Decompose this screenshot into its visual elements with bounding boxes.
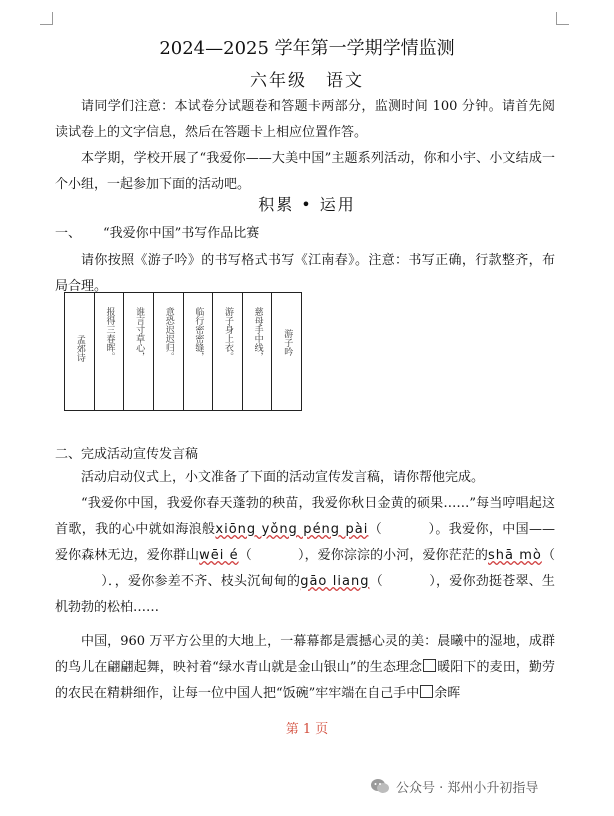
punctuation-box[interactable] (423, 659, 436, 672)
question-title: “我爱你中国”书写作品比赛 (103, 226, 260, 241)
exam-notice: 请同学们注意：本试卷分试题卷和答题卡两部分，监测时间 100 分钟。请首先阅读试卷上的文字信息，然后在答题卡上相应位置作答。 (55, 99, 555, 140)
poem-line: 孟郊诗 (74, 335, 85, 362)
page-subtitle: 六年级 语文 (250, 71, 364, 91)
pinyin-prompt: wēi é (199, 548, 239, 563)
speech-text: ．，爱你参差不齐、枝头沉甸甸的 (108, 574, 301, 589)
grid-column (65, 293, 94, 410)
poem-line: 游子身上衣。 (222, 307, 233, 361)
grid-column (242, 293, 272, 410)
paragraph-text: 余晖 (434, 686, 461, 701)
speech-text: ，爱你劲挺苍翠、生机勃勃的松柏…… (55, 574, 555, 615)
page-corner-mark (556, 12, 569, 25)
activity-intro: 本学期，学校开展了“我爱你——大美中国”主题系列活动，你和小宇、小文结成一个小组，一起参加下面的活动吧。 (55, 151, 555, 192)
wechat-icon (370, 776, 390, 796)
speech-text: 。我爱你，中国——爱你森林无边，爱你群山 (55, 522, 555, 563)
grid-column (212, 293, 242, 410)
grid-column (123, 293, 153, 410)
watermark-text: 公众号 · 郑州小升初指导 (396, 780, 539, 796)
section-title: 积累 • 运用 (258, 195, 356, 214)
pinyin-prompt: xiōng yǒng péng pài (215, 522, 369, 537)
poem-line: 报得三春晖。 (104, 307, 115, 361)
speech-paragraph: “我爱你中国，我爱你春天蓬勃的秧苗，我爱你秋日金黄的硕果……”每当哼唱起这首歌，我的心中就如海浪般xiōng yǒng péng pài（ ）。我爱你，中国——爱你森林无边，爱你群山wēi é（ ），爱你淙淙的小河，爱你茫茫的shā mò（）．，爱你参差不齐、枝头沉甸甸的gāo liang（ ），爱你劲挺苍翠、生机勃勃的松柏…… (55, 496, 555, 615)
paragraph-text: 暖阳下的麦田，勤劳的农民在精耕细作，让每一位中国人把“饭碗”牢牢端在自己手中 (55, 660, 555, 701)
grid-column (271, 293, 301, 410)
punctuation-box[interactable] (420, 685, 433, 698)
paragraph-text: 中国，960 万平方公里的大地上，一幕幕都是震撼心灵的美：晨曦中的湿地，成群的鸟儿在翩翩起舞，映衬着“绿水青山就是金山银山”的生态理念 (55, 634, 555, 675)
pinyin-prompt: shā mò (488, 548, 542, 563)
scenery-paragraph (55, 629, 555, 707)
poem-line: 慈母手中线， (252, 307, 263, 361)
watermark (370, 776, 538, 796)
page-corner-mark (40, 12, 53, 25)
pinyin-prompt: gāo liang (300, 574, 370, 589)
grid-column (153, 293, 183, 410)
speech-text: ，爱你淙淙的小河，爱你茫茫的 (304, 548, 489, 563)
question-2-heading: 二、完成活动宣传发言稿 (55, 447, 199, 462)
poem-title: 游子吟 (282, 329, 293, 356)
question-2-intro: 活动启动仪式上，小文准备了下面的活动宣传发言稿，请你帮他完成。 (81, 470, 485, 485)
page-number: 第 1 页 (285, 722, 329, 737)
page-title: 2024—2025 学年第一学期学情监测 (159, 38, 455, 59)
grid-column (183, 293, 213, 410)
question-1-heading (55, 222, 259, 241)
question-number: 一、 (55, 226, 82, 241)
calligraphy-grid (64, 292, 302, 411)
poem-line: 谁言寸草心， (134, 307, 145, 361)
speech-text: “我爱你中国，我爱你春天蓬勃的秧苗，我爱你秋日金黄的硕果……”每当哼唱起这首歌，我的心中就如海浪般 (55, 496, 555, 537)
poem-line: 意恐迟迟归。 (163, 307, 174, 361)
poem-line: 临行密密缝， (193, 307, 204, 361)
grid-column (94, 293, 124, 410)
question-1-instruction: 请你按照《游子吟》的书写格式书写《江南春》。注意：书写正确，行款整齐，布局合理。 (55, 253, 555, 294)
